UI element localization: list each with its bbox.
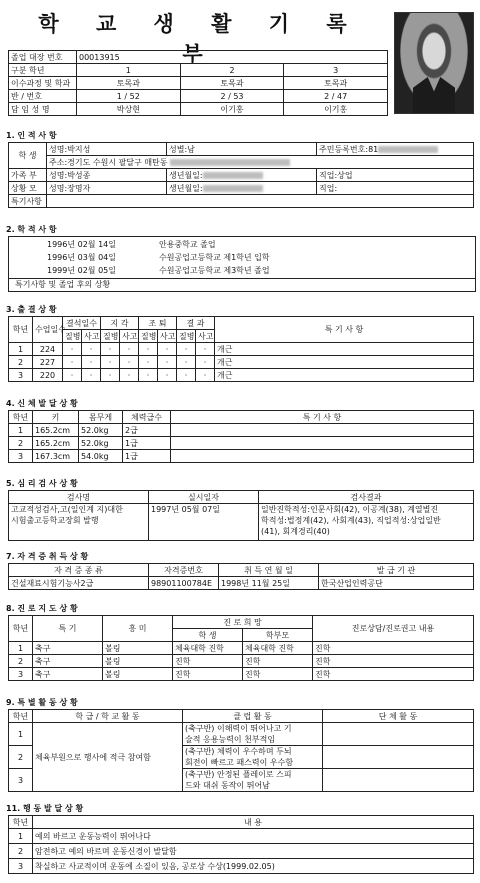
grade-cell: 3 [9,769,33,792]
family-label: 가족 부 [9,169,47,182]
father-job: 직업:상업 [317,169,474,182]
sub-header: 사고 [82,330,101,343]
grade-cell: 1 [9,642,33,655]
advice-cell: 진학 [313,668,474,681]
header-value: 00013915 [77,51,388,64]
header-value: 토목과 [284,77,388,90]
table-row [9,859,474,874]
cert-kind: 건설재료시험기능사2급 [9,577,149,590]
grade-cell: 2 [9,844,33,859]
cert-issuer: 한국산업인력공단 [319,577,474,590]
col-header: 특 기 사 항 [171,411,474,424]
section-heading: 8. 진 로 지 도 상 황 [6,604,78,613]
col-header: 흥 미 [103,616,173,642]
record-event: 수원공업고등학교 제3학년 졸업 [159,266,270,275]
group-cell [323,746,474,769]
talent-cell: 축구 [33,668,103,681]
header-value: 토목과 [180,77,284,90]
grade-cell: 1 [9,343,33,356]
weight-cell: 54.0kg [79,450,123,463]
dot-cell: · [177,369,196,382]
col-header: 단 체 활 동 [323,710,474,723]
student-hope-cell: 진학 [173,655,243,668]
col-header: 특 기 [33,616,103,642]
page-title: 학 교 생 활 기 록 부 [38,11,362,66]
header-value: 1 / 52 [77,90,181,103]
col-header: 학년 [9,710,33,723]
interest-cell: 볼링 [103,655,173,668]
cert-number: 98901100784E [149,577,219,590]
parent-hope-cell: 체육대학 진학 [243,642,313,655]
table-row [9,369,474,382]
grade-cell: 3 [9,369,33,382]
table-row [9,77,388,90]
days-cell: 224 [33,343,63,356]
header-value: 박상현 [77,103,181,116]
grade-cell: 1 [9,829,33,844]
club-cell: (축구반) 이해력이 뛰어나고 기 술적 응용능력이 천부적임 [183,723,323,746]
col-header: 진로상담/진로권고 내용 [313,616,474,642]
table-row [9,816,474,829]
col-header: 자 격 증 종 류 [9,564,149,577]
club-cell: (축구반) 안정된 플레이로 스피 드와 대쉬 동작이 뛰어남 [183,769,323,792]
advice-cell: 진학 [313,642,474,655]
dot-cell: · [82,343,101,356]
table-row [9,182,474,195]
col-header: 실시일자 [149,491,259,504]
club-cell: (축구반) 체력이 우수하며 두뇌 회전이 빠르고 패스력이 우수함 [183,746,323,769]
table-row [9,64,388,77]
dot-cell: · [63,369,82,382]
level-cell: 1급 [123,450,171,463]
col-header: 학년 [9,317,33,343]
parent-hope-cell: 진학 [243,655,313,668]
table-row [9,616,474,629]
header-label: 담 임 성 명 [9,103,77,116]
student-sex: 성별:남 [167,143,317,156]
table-row [9,564,474,577]
weight-cell: 52.0kg [79,424,123,437]
header-value: 이기홍 [284,103,388,116]
grade-cell: 2 [9,437,33,450]
physical-table [8,410,474,463]
test-result-cell [259,504,474,541]
col-header: 발 급 기 관 [319,564,474,577]
dot-cell: · [82,369,101,382]
col-header: 결 과 [177,317,215,330]
test-date: 1997년 05월 07일 [149,504,259,541]
dot-cell: · [196,369,215,382]
header-value: 2 [180,64,284,77]
header-label: 졸업 대장 번호 [9,51,77,64]
col-header: 검사결과 [259,491,474,504]
test-result: (41), 회계경리(40) [261,527,330,536]
student-hope-cell: 체육대학 진학 [173,642,243,655]
grade-cell: 1 [9,424,33,437]
behavior-table [8,815,474,874]
col-header: 체력급수 [123,411,171,424]
table-row [9,51,388,64]
note-cell: 개근 [215,343,474,356]
header-value: 2 / 53 [180,90,284,103]
section-heading: 7. 자 격 증 취 득 상 황 [6,552,89,561]
table-row [9,103,388,116]
record-date: 1996년 03월 04일 [47,253,116,262]
table-row [9,504,474,541]
section-heading: 3. 출 결 상 황 [6,305,57,314]
graduation-note: 특기사항 및 졸업 후의 상황 [15,280,111,289]
special-value [47,195,474,208]
note-cell [171,437,474,450]
table-row [9,450,474,463]
parent-label: 상황 모 [9,182,47,195]
table-row [9,90,388,103]
table-row [9,844,474,859]
col-header: 키 [33,411,79,424]
dot-cell: · [158,369,177,382]
student-photo [394,12,474,114]
mother-dob: 생년월일: [167,182,317,195]
dot-cell: · [196,356,215,369]
table-row [9,723,474,746]
parent-hope-cell: 진학 [243,668,313,681]
header-label: 구분 학년 [9,64,77,77]
mother-name: 성명:장명자 [47,182,167,195]
sub-header: 학부모 [243,629,313,642]
sub-header: 질병 [63,330,82,343]
dot-cell: · [196,343,215,356]
height-cell: 165.2cm [33,437,79,450]
col-header: 특 기 사 항 [215,317,474,343]
col-header: 학년 [9,816,33,829]
grade-cell: 2 [9,356,33,369]
weight-cell: 52.0kg [79,437,123,450]
dot-cell: · [101,356,120,369]
col-header: 결석일수 [63,317,101,330]
col-header: 수업일수 [33,317,63,343]
col-header: 진 로 희 망 [173,616,313,629]
behavior-text: 착실하고 사교적이며 운동에 소질이 있음, 공로상 수상(1999.02.05) [33,859,474,874]
dot-cell: · [120,343,139,356]
table-row [9,411,474,424]
section-heading: 9. 특 별 활 동 상 황 [6,698,78,707]
sub-header: 질병 [101,330,120,343]
father-name: 성명:박성종 [47,169,167,182]
behavior-text: 암전하고 예의 바르며 운동신경이 발달함 [33,844,474,859]
special-label: 특기사항 [9,195,47,208]
record-event: 안용중학교 졸업 [159,240,216,249]
table-row [9,655,474,668]
talent-cell: 축구 [33,655,103,668]
section-heading: 4. 신 체 발 달 상 황 [6,399,78,408]
table-row [9,343,474,356]
days-cell: 227 [33,356,63,369]
sub-header: 질병 [177,330,196,343]
col-header: 몸무게 [79,411,123,424]
dot-cell: · [101,343,120,356]
sub-header: 질병 [139,330,158,343]
section-heading: 1. 인 적 사 항 [6,131,57,140]
dot-cell: · [63,343,82,356]
grade-cell: 1 [9,723,33,746]
student-hope-cell: 진학 [173,668,243,681]
certificate-table [8,563,474,590]
dot-cell: · [177,356,196,369]
dot-cell: · [177,343,196,356]
table-row [9,491,474,504]
group-cell [323,769,474,792]
interest-cell: 볼링 [103,668,173,681]
dot-cell: · [158,343,177,356]
header-value: 3 [284,64,388,77]
table-row [9,642,474,655]
col-header: 내 용 [33,816,474,829]
col-header: 조 퇴 [139,317,177,330]
test-name-cell [9,504,149,541]
record-date: 1996년 02월 14일 [47,240,116,249]
personal-info-table [8,142,474,208]
table-row [9,195,474,208]
header-label: 이수과정 및 학과 [9,77,77,90]
sub-header: 학 생 [173,629,243,642]
dot-cell: · [101,369,120,382]
sub-header: 사고 [120,330,139,343]
section-heading: 5. 심 리 검 사 상 황 [6,479,78,488]
student-address: 주소:경기도 수원시 팔달구 매탄동 [47,156,474,169]
col-header: 학 급 / 학 교 활 동 [33,710,183,723]
height-cell: 167.3cm [33,450,79,463]
table-row [9,143,474,156]
academic-records-box [8,236,476,292]
header-value: 2 / 47 [284,90,388,103]
header-value: 이기홍 [180,103,284,116]
header-label: 반 / 번호 [9,90,77,103]
days-cell: 220 [33,369,63,382]
header-table [8,50,388,116]
note-cell [171,424,474,437]
section-heading: 11. 행 동 발 달 상 황 [6,804,84,813]
table-row [9,668,474,681]
table-row [9,577,474,590]
mother-job: 직업: [317,182,474,195]
grade-cell: 3 [9,450,33,463]
advice-cell: 진학 [313,655,474,668]
grade-cell: 2 [9,655,33,668]
table-row [9,169,474,182]
school-activity: 체육부원으로 행사에 적극 참여함 [33,723,183,792]
grade-cell: 3 [9,859,33,874]
test-name: 고교적성검사,고(일인계 지)대한 [11,505,123,514]
cert-date: 1998년 11월 25일 [219,577,319,590]
grade-cell: 3 [9,668,33,681]
dot-cell: · [158,356,177,369]
grade-cell: 2 [9,746,33,769]
table-row [9,829,474,844]
col-header: 검사명 [9,491,149,504]
father-dob: 생년월일: [167,169,317,182]
activities-table [8,709,474,792]
career-table [8,615,474,681]
level-cell: 1급 [123,437,171,450]
group-cell [323,723,474,746]
section-heading: 2. 학 적 사 항 [6,225,57,234]
col-header: 클 럽 활 동 [183,710,323,723]
dot-cell: · [139,356,158,369]
dot-cell: · [82,356,101,369]
test-result: 일반진학적성:인문사회(42), 이공계(38), 계열별진 [261,505,439,514]
table-row [9,424,474,437]
dot-cell: · [120,356,139,369]
sub-header: 사고 [158,330,177,343]
header-value: 1 [77,64,181,77]
dot-cell: · [63,356,82,369]
attendance-table [8,316,474,382]
psych-test-table [8,490,474,541]
note-cell: 개근 [215,369,474,382]
student-label: 학 생 [9,143,47,169]
talent-cell: 축구 [33,642,103,655]
behavior-text: 예의 바르고 운동능력이 뛰어나다 [33,829,474,844]
table-row [9,356,474,369]
sub-header: 사고 [196,330,215,343]
dot-cell: · [139,343,158,356]
test-result: 학적성:법정계(42), 사회계(43), 직업적성:상업일반 [261,516,441,525]
col-header: 자격증번호 [149,564,219,577]
student-rrn: 주민등록번호:81 [317,143,474,156]
col-header: 학년 [9,616,33,642]
dot-cell: · [120,369,139,382]
col-header: 학년 [9,411,33,424]
table-row [9,156,474,169]
interest-cell: 볼링 [103,642,173,655]
note-cell: 개근 [215,356,474,369]
student-name: 성명:박지성 [47,143,167,156]
table-row [9,317,474,330]
note-cell [171,450,474,463]
col-header: 취 득 연 월 일 [219,564,319,577]
level-cell: 2급 [123,424,171,437]
col-header: 지 각 [101,317,139,330]
record-date: 1999년 02월 05일 [47,266,116,275]
header-value: 토목과 [77,77,181,90]
dot-cell: · [139,369,158,382]
height-cell: 165.2cm [33,424,79,437]
record-event: 수원공업고등학교 제1학년 입학 [159,253,270,262]
table-row [9,710,474,723]
test-name: 시험출고등학교장회 발행 [11,516,99,525]
table-row [9,437,474,450]
